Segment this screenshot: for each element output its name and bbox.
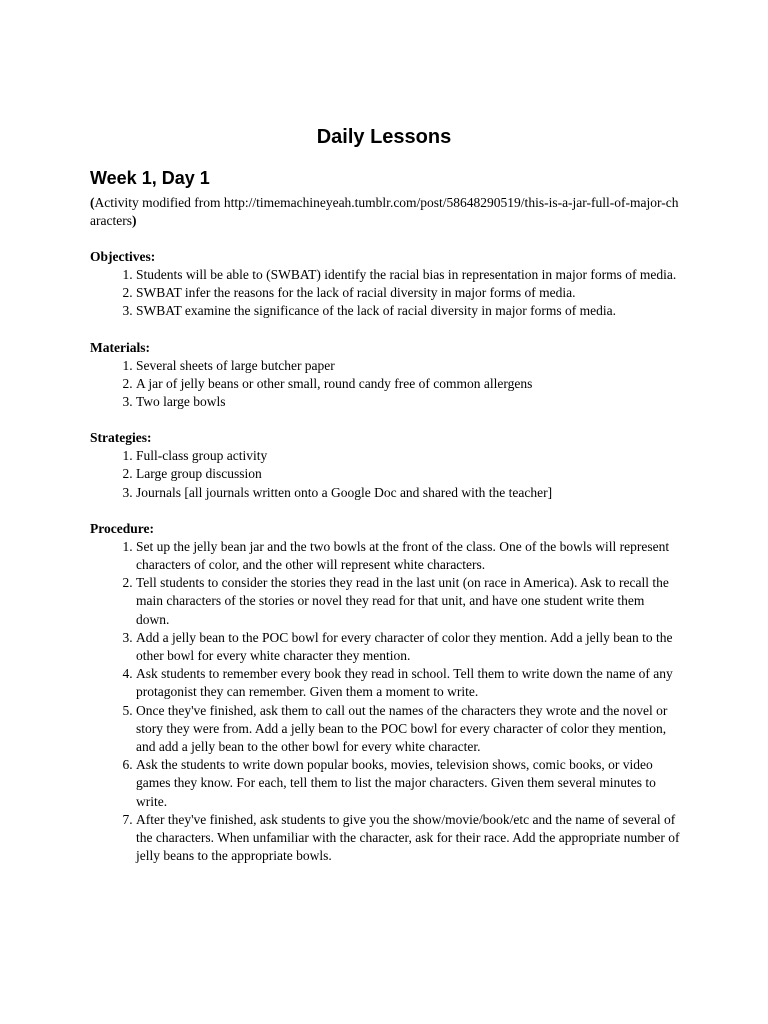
strategies-list xyxy=(90,447,680,502)
list-item: 3. Add a jelly bean to the POC bowl for every character of color they mention. Add a jelly bean to the other bowl for every white character they mention. xyxy=(136,629,680,665)
objectives-section xyxy=(90,248,680,321)
procedure-heading: Procedure: xyxy=(90,520,154,536)
list-item: 2. Large group discussion xyxy=(136,465,680,483)
strategies-section xyxy=(90,429,680,502)
list-item: 1. Students will be able to (SWBAT) identify the racial bias in representation in major forms of media. xyxy=(136,266,680,284)
list-item: 1. Full-class group activity xyxy=(136,447,680,465)
strategies-heading: Strategies: xyxy=(90,430,152,446)
document-body xyxy=(90,166,680,865)
list-item: 7. After they've finished, ask students to give you the show/movie/book/etc and the name of several of the characters. When unfamiliar with the character, ask for their race. Add the appropriate number of jelly beans to the appropriate bowls. xyxy=(136,811,680,866)
list-item: 2. Tell students to consider the stories they read in the last unit (on race in America). Ask to recall the main characters of the stories or novel they read for that unit, and have one student write them down. xyxy=(136,574,680,629)
note-close-paren: ) xyxy=(131,213,137,228)
list-item: 4. Ask students to remember every book they read in school. Tell them to write down the name of any protagonist they can remember. Given them a moment to write. xyxy=(136,665,680,701)
procedure-list xyxy=(90,538,680,866)
source-note xyxy=(90,194,680,230)
list-item: 3. SWBAT examine the significance of the lack of racial diversity in major forms of media. xyxy=(136,302,680,320)
week-heading: Week 1, Day 1 xyxy=(90,168,210,188)
list-item: 1. Several sheets of large butcher paper xyxy=(136,357,680,375)
list-item: 5. Once they've finished, ask them to call out the names of the characters they wrote and the novel or story they were from. Add a jelly bean to the POC bowl for every character of color they mention, and add a jelly bean to the other bowl for every white character. xyxy=(136,702,680,757)
list-item: 3. Journals [all journals written onto a Google Doc and shared with the teacher] xyxy=(136,484,680,502)
procedure-section xyxy=(90,520,680,866)
list-item: 2. A jar of jelly beans or other small, round candy free of common allergens xyxy=(136,375,680,393)
page-title: Daily Lessons xyxy=(316,126,452,148)
list-item: 6. Ask the students to write down popular books, movies, television shows, comic books, or video games they know. For each, tell them to list the major characters. Given them several minutes to write. xyxy=(136,756,680,811)
list-item: 3. Two large bowls xyxy=(136,393,680,411)
note-open-paren: ( xyxy=(90,195,95,210)
materials-heading: Materials: xyxy=(90,339,150,355)
list-item: 1. Set up the jelly bean jar and the two bowls at the front of the class. One of the bowls will represent characters of color, and the other will represent white characters. xyxy=(136,538,680,574)
materials-section xyxy=(90,339,680,412)
materials-list xyxy=(90,357,680,412)
objectives-list xyxy=(90,266,680,321)
objectives-heading: Objectives: xyxy=(90,249,156,264)
list-item: 2. SWBAT infer the reasons for the lack of racial diversity in major forms of media. xyxy=(136,284,680,302)
note-text: Activity modified from http://timemachineyeah.tumblr.com/post/58648290519/this-is-a-jar-full-of-major-characters xyxy=(90,195,679,228)
